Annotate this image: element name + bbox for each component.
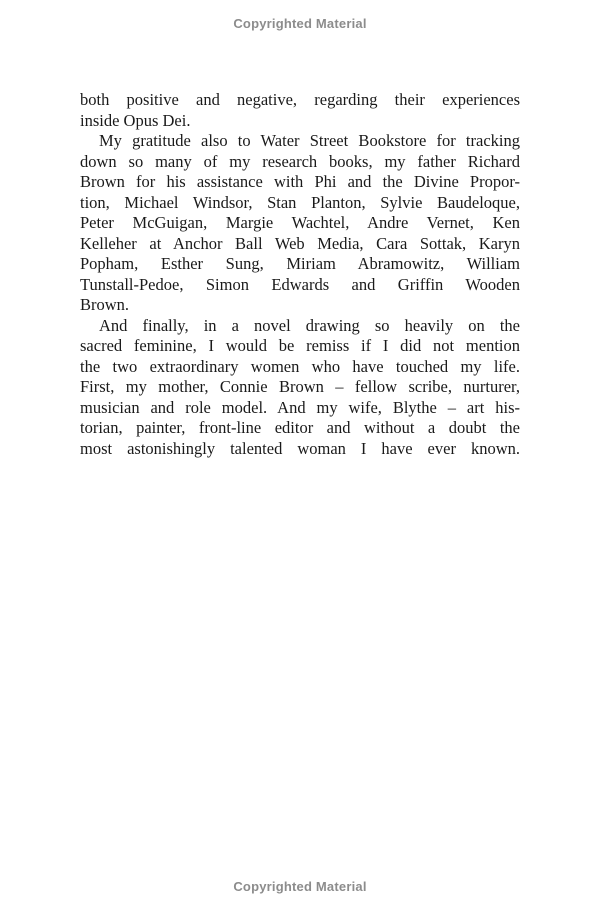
text-line: torian, painter, front-line editor and without a doubt the xyxy=(80,418,520,437)
paragraph xyxy=(80,131,520,316)
body-text-block xyxy=(80,90,520,459)
text-line: And finally, in a novel drawing so heavily on the xyxy=(99,315,520,335)
copyrighted-material-top-notice: Copyrighted Material xyxy=(233,16,367,31)
copyrighted-material-bottom-notice: Copyrighted Material xyxy=(233,879,367,894)
text-line: Peter McGuigan, Margie Wachtel, Andre Vernet, Ken xyxy=(80,213,520,232)
text-line: First, my mother, Connie Brown – fellow scribe, nurturer, xyxy=(80,377,520,396)
text-line: Tunstall-Pedoe, Simon Edwards and Griffin Wooden xyxy=(80,274,520,294)
text-line: both positive and negative, regarding their experiences xyxy=(80,90,520,109)
text-line: sacred feminine, I would be remiss if I did not mention xyxy=(80,336,520,355)
text-line: most astonishingly talented woman I have ever known. xyxy=(80,438,520,458)
text-line: the two extraordinary women who have touched my life. xyxy=(80,356,520,376)
text-line: musician and role model. And my wife, Blythe – art his- xyxy=(80,397,520,417)
text-line: Kelleher at Anchor Ball Web Media, Cara Sottak, Karyn xyxy=(80,233,520,253)
text-line: My gratitude also to Water Street Bookstore for tracking xyxy=(99,131,520,150)
paragraph xyxy=(80,316,520,460)
text-line: inside Opus Dei. xyxy=(80,110,191,130)
text-line: Brown for his assistance with Phi and the Divine Propor- xyxy=(80,172,520,191)
text-line: tion, Michael Windsor, Stan Planton, Sylvie Baudeloque, xyxy=(80,192,520,212)
text-line: down so many of my research books, my father Richard xyxy=(80,151,520,171)
text-line: Popham, Esther Sung, Miriam Abramowitz, William xyxy=(80,254,520,273)
text-line: Brown. xyxy=(80,295,130,314)
paragraph xyxy=(80,90,520,131)
